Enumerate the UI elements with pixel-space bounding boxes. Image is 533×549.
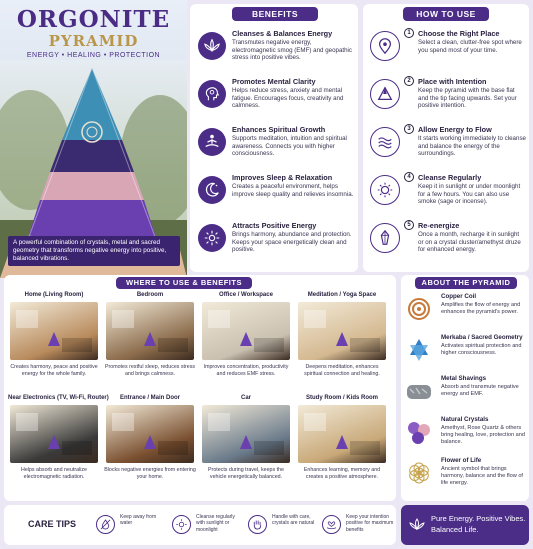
footer-tagline (401, 505, 529, 545)
benefits-heading: BENEFITS (232, 7, 318, 21)
pyramid-icon (370, 79, 400, 109)
where-to-use-heading: WHERE TO USE & BENEFITS (116, 277, 252, 289)
care-tips-panel (4, 505, 396, 545)
natural-crystals-icon (405, 418, 433, 446)
benefit-desc: Helps reduce stress, anxiety and mental fatigue. Encourages focus, creativity and calmness. (232, 87, 344, 110)
how-to-use-panel (363, 4, 529, 272)
room-desc: Helps absorb and neutralize electromagnetic radiation. (21, 467, 87, 480)
about-item-title: Metal Shavings (441, 375, 487, 382)
copper-coil-icon (405, 295, 433, 323)
room-desc: Promotes restful sleep, reduces stress and brings calmness. (104, 364, 196, 377)
room-desc: Creates harmony, peace and positive energy for the whole family. (10, 364, 98, 377)
care-tip-text: Keep away from water (120, 514, 157, 527)
step-desc: Keep the pyramid with the base flat and the tip facing upwards. Set your positive intention. (418, 87, 517, 110)
about-item-desc: Amplifies the flow of energy and enhances the pyramid's power. (441, 302, 521, 315)
step-title: Place with Intention (418, 77, 487, 86)
hand-icon (248, 515, 267, 534)
step-number: 5 (404, 220, 414, 230)
room-photo (298, 302, 386, 360)
benefit-desc: Supports meditation, intuition and spiritual awareness. Connects you with higher consciousness. (232, 135, 347, 158)
where-to-use-panel (4, 275, 396, 501)
hero-section (0, 0, 187, 278)
metal-shavings-icon (405, 377, 433, 405)
room-label: Entrance / Main Door (119, 395, 180, 401)
footer-line-2: Balanced Life. (431, 525, 479, 534)
star-burst-icon (198, 224, 226, 252)
step-title: Cleanse Regularly (418, 173, 482, 182)
about-panel (401, 275, 529, 501)
about-item-title: Flower of Life (441, 457, 482, 464)
hero-subtitle: PYRAMID (48, 32, 139, 50)
benefit-title: Enhances Spiritual Growth (232, 125, 326, 134)
benefit-title: Attracts Positive Energy (232, 221, 317, 230)
footer-line-1: Pure Energy. Positive Vibes. (431, 514, 526, 523)
room-label: Bedroom (136, 292, 164, 298)
room-photo (106, 405, 194, 463)
room-desc: Deepens meditation, enhances spiritual connection and healing. (304, 364, 380, 377)
flower-of-life-icon (405, 459, 433, 487)
care-tip-text: Keep your intention positive for maximum benefits (346, 514, 394, 533)
benefit-title: Promotes Mental Clarity (232, 77, 316, 86)
room-photo (202, 302, 290, 360)
room-photo (10, 405, 98, 463)
crystal-icon (370, 223, 400, 253)
hero-tagline: ENERGY • HEALING • PROTECTION (26, 52, 161, 59)
room-photo (10, 302, 98, 360)
about-heading: ABOUT THE PYRAMID (415, 277, 517, 289)
step-desc: It starts working immediately to cleanse and balance the energy of the surroundings. (418, 135, 526, 158)
care-tips-heading: CARE TIPS (28, 519, 77, 529)
benefit-desc: Transmutes negative energy, electromagnetic smog (EMF) and geopathic stress into positive vibes. (232, 39, 353, 62)
location-pin-icon (370, 31, 400, 61)
waves-icon (370, 127, 400, 157)
about-item-desc: Ancient symbol that brings harmony, balance and the flow of life energy. (441, 466, 523, 486)
how-to-use-heading: HOW TO USE (403, 7, 489, 21)
lotus-icon (409, 517, 425, 533)
hero-caption: A powerful combination of crystals, metal and sacred geometry that transforms negative energy into positive, balanced vibrations. (8, 236, 180, 266)
about-item-title: Merkaba / Sacred Geometry (441, 334, 523, 341)
room-label: Office / Workspace (219, 292, 273, 298)
step-desc: Once a month, recharge it in sunlight or on a crystal cluster/amethyst druze for enhanced energy. (418, 231, 521, 254)
about-item-desc: Amethyst, Rose Quartz & others bring healing, love, protection and balance. (441, 425, 525, 445)
meditation-icon (198, 128, 226, 156)
step-desc: Select a clean, clutter-free spot where you spend most of your time. (418, 39, 522, 54)
sun-icon (172, 515, 191, 534)
room-desc: Blocks negative energies from entering your home. (104, 467, 196, 480)
lotus-icon (198, 32, 226, 60)
step-title: Allow Energy to Flow (418, 125, 492, 134)
benefit-title: Cleanses & Balances Energy (232, 29, 333, 38)
step-number: 3 (404, 124, 414, 134)
about-item-title: Copper Coil (441, 293, 477, 300)
head-icon (198, 80, 226, 108)
room-label: Car (240, 395, 251, 401)
room-desc: Protects during travel, keeps the vehicle energetically balanced. (208, 467, 284, 480)
about-item-desc: Activates spiritual protection and higher consciousness. (441, 343, 522, 356)
about-item-desc: Absorb and transmute negative energy and EMF. (441, 384, 519, 397)
hero-title: ORGONITE (16, 6, 171, 33)
benefit-title: Improves Sleep & Relaxation (232, 173, 333, 182)
moon-icon (198, 176, 226, 204)
step-number: 2 (404, 76, 414, 86)
step-number: 1 (404, 28, 414, 38)
step-title: Choose the Right Place (418, 29, 500, 38)
sun-moon-icon (370, 175, 400, 205)
heart-hand-icon (322, 515, 341, 534)
water-drop-icon (96, 515, 115, 534)
room-desc: Improves concentration, productivity and reduces EMF stress. (203, 364, 289, 377)
room-photo (106, 302, 194, 360)
about-item-title: Natural Crystals (441, 416, 489, 423)
benefits-panel (190, 4, 358, 272)
step-desc: Keep it in sunlight or under moonlight for a few hours. You can also use smoke (sage or incense). (418, 183, 521, 206)
room-photo (202, 405, 290, 463)
step-title: Re-energize (418, 221, 460, 230)
care-tip-text: Cleanse regularly with sunlight or moonlight (196, 514, 235, 533)
room-label: Meditation / Yoga Space (307, 292, 377, 298)
care-tip-text: Handle with care, crystals are natural (272, 514, 315, 527)
room-label: Home (Living Room) (24, 292, 84, 298)
room-photo (298, 405, 386, 463)
step-number: 4 (404, 172, 414, 182)
room-label: Near Electronics (TV, Wi-Fi, Router) (8, 395, 109, 401)
room-desc: Enhances learning, memory and creates a positive atmosphere. (303, 467, 381, 480)
room-label: Study Room / Kids Room (306, 395, 378, 401)
merkaba-icon (405, 336, 433, 364)
benefit-desc: Brings harmony, abundance and protection. Keeps your space energetically clean and positive. (232, 231, 352, 254)
benefit-desc: Creates a peaceful environment, helps improve sleep quality and relieves insomnia. (232, 183, 354, 198)
